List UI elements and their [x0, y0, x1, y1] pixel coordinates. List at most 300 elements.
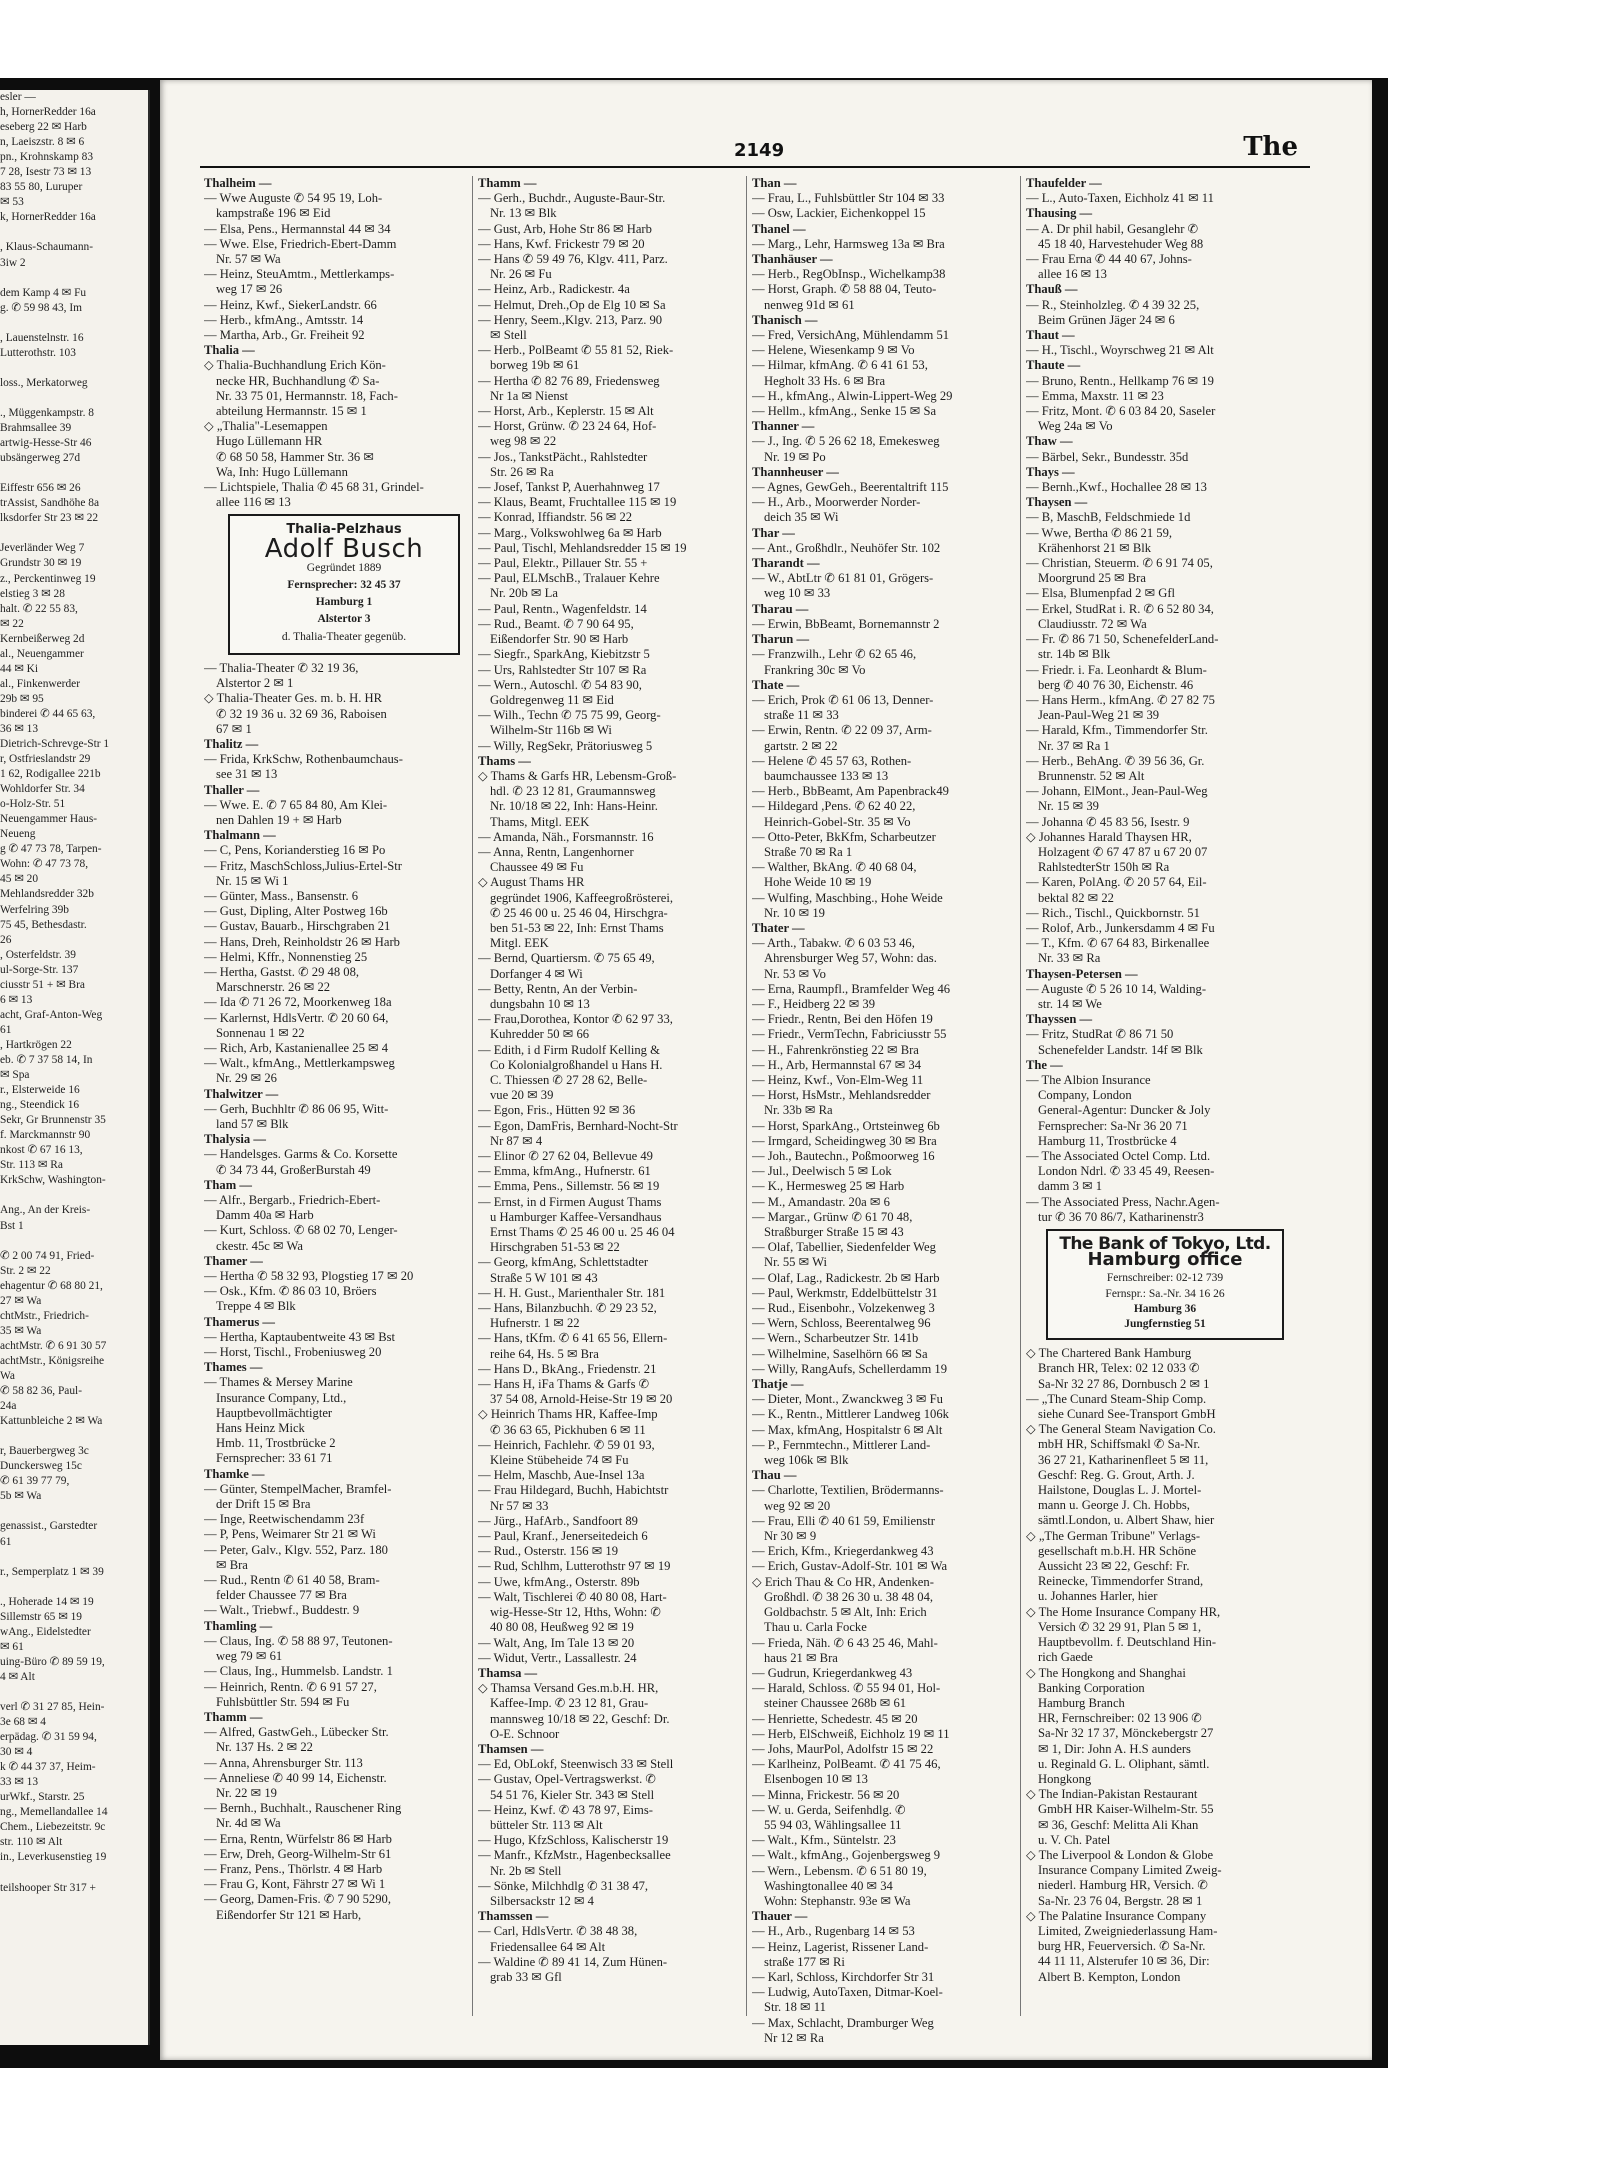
directory-entry-line: — Johanna ✆ 45 83 56, Isestr. 9	[1026, 814, 1190, 829]
left-page-line: z., Perckentinweg 19	[0, 572, 96, 585]
left-page-line: pn., Krohnskamp 83	[0, 151, 94, 164]
directory-entry-line: Nr. 33b ✉ Ra	[764, 1103, 833, 1118]
directory-entry-line: Company, London	[1038, 1088, 1132, 1103]
ad-founded: Gegründet 1889	[306, 561, 382, 574]
left-page-line: , Osterfeldstr. 39	[0, 948, 76, 961]
directory-entry-line: — Max, Schlacht, Dramburger Weg	[752, 2015, 934, 2030]
left-page-line: ul-Sorge-Str. 137	[0, 963, 79, 976]
directory-entry-line: — R., Steinholzleg. ✆ 4 39 32 25,	[1026, 297, 1200, 312]
surname-heading: Tharun —	[752, 632, 810, 647]
directory-entry-line: — Margar., Grünw ✆ 61 70 48,	[752, 1209, 913, 1224]
directory-entry-line: — Rud, Schlhm, Lutterothstr 97 ✉ 19	[478, 1559, 671, 1574]
directory-entry-line: O-E. Schnoor	[490, 1726, 560, 1741]
directory-entry-line: — Henriette, Schedestr. 45 ✉ 20	[752, 1711, 918, 1726]
directory-entry-line: — Rud., Rentn ✆ 61 40 58, Bram-	[204, 1573, 380, 1588]
directory-entry-line: — Ernst, in d Firmen August Thams	[478, 1194, 662, 1209]
directory-entry-line: ✆ 25 46 00 u. 25 46 04, Hirschgra-	[490, 905, 668, 920]
directory-entry-line: — Anneliese ✆ 40 99 14, Eichenstr.	[204, 1770, 387, 1785]
left-page-line: Brahmsallee 39	[0, 422, 72, 435]
directory-entry-line: Dorfanger 4 ✉ Wi	[490, 966, 583, 981]
directory-entry-line: weg 106k ✉ Blk	[764, 1453, 849, 1468]
surname-heading: Thaller —	[204, 782, 260, 797]
directory-entry-line: — Gustav, Opel-Vertragswerkst. ✆	[478, 1772, 656, 1787]
directory-entry-line: gegründet 1906, Kaffeegroßrösterei,	[490, 890, 674, 905]
directory-entry-line: 55 94 03, Wählingsallee 11	[764, 1817, 902, 1832]
directory-entry-line: — Urs, Rahlstedter Str 107 ✉ Ra	[478, 662, 647, 677]
directory-entry-line: Jean-Paul-Weg 21 ✉ 39	[1038, 708, 1160, 723]
directory-entry-line: — Minna, Frickestr. 56 ✉ 20	[752, 1787, 900, 1802]
directory-entry-line: — Herb., kfmAng., Amtsstr. 14	[204, 312, 364, 327]
directory-entry-line: Brunnenstr. 52 ✉ Alt	[1038, 768, 1145, 783]
directory-entry-line: Schenefelder Landstr. 14f ✉ Blk	[1038, 1042, 1203, 1057]
surname-heading: The —	[1026, 1057, 1063, 1072]
directory-entry-line: nen Dahlen 19 + ✉ Harb	[216, 812, 342, 827]
left-page-line: o-Holz-Str. 51	[0, 798, 66, 811]
left-page-line: ✉ Spa	[0, 1069, 30, 1082]
directory-entry-line: — Osw, Lackier, Eichenkoppel 15	[752, 206, 926, 221]
directory-entry-line: — Walt., Kfm., Süntelstr. 23	[752, 1833, 896, 1848]
directory-entry-line: reihe 64, Hs. 5 ✉ Bra	[490, 1346, 599, 1361]
surname-heading: Thaysen-Petersen —	[1026, 966, 1138, 981]
left-page-line: 35 ✉ Wa	[0, 1324, 42, 1337]
directory-entry-line: — Herb., PolBeamt ✆ 55 81 52, Riek-	[478, 343, 674, 358]
directory-entry-line: weg 17 ✉ 26	[216, 282, 283, 297]
surname-heading: Tharandt —	[752, 556, 820, 571]
left-page-line: ciusstr 51 + ✉ Bra	[0, 978, 85, 991]
surname-heading: Thanel —	[752, 221, 806, 236]
left-page-line	[0, 1550, 148, 1565]
directory-entry-line: Nr. 57 ✉ Wa	[216, 252, 281, 267]
bank-of-tokyo-ad	[1046, 1229, 1284, 1340]
directory-entry-line: — Frau,Dorothea, Kontor ✆ 62 97 33,	[478, 1012, 673, 1027]
directory-entry-line: — Friedr. i. Fa. Leonhardt & Blum-	[1026, 662, 1207, 677]
directory-entry-line: weg 10 ✉ 33	[764, 586, 831, 601]
directory-entry-line: Insurance Company Limited Zweig-	[1038, 1863, 1222, 1878]
left-page-line: lksdorfer Str 23 ✉ 22	[0, 512, 99, 525]
directory-entry-line: Aussicht 23 ✉ 22, Geschf: Fr.	[1038, 1559, 1190, 1574]
directory-entry-line: — H. H. Gust., Marienthaler Str. 181	[478, 1285, 666, 1300]
directory-entry-line: 67 ✉ 1	[216, 721, 252, 736]
surname-heading: Thamm —	[478, 176, 537, 190]
directory-entry-line: — Martha, Arb., Gr. Freiheit 92	[204, 328, 365, 343]
directory-entry-line: — J., Ing. ✆ 5 26 62 18, Emekesweg	[752, 434, 940, 449]
left-page-line: 45 ✉ 20	[0, 873, 39, 886]
surname-heading: Thalwitzer —	[204, 1086, 279, 1101]
directory-entry-line: — Osk., Kfm. ✆ 86 03 10, Bröers	[204, 1284, 377, 1299]
left-page-line: , Hartkrögen 22	[0, 1038, 72, 1051]
left-page-line: Neuengammer Haus-	[0, 813, 98, 826]
directory-entry-line: — Erna, Raumpfl., Bramfelder Weg 46	[752, 981, 951, 996]
directory-entry-line: u. Reginald G. L. Oliphant, sämtl.	[1038, 1756, 1210, 1771]
left-page-line: , Lauenstelnstr. 16	[0, 331, 84, 344]
directory-entry-line: — Horst, HsMstr., Mehlandsredder	[752, 1088, 931, 1103]
directory-entry-line: 45 18 40, Harvestehuder Weg 88	[1038, 236, 1204, 251]
directory-entry-line: — Thalia-Theater ✆ 32 19 36,	[204, 660, 359, 675]
left-page-line	[0, 1504, 148, 1519]
directory-entry-line: — Heinrich, Fachlehr. ✆ 59 01 93,	[478, 1437, 655, 1452]
directory-entry-line: — Carl, HdlsVertr. ✆ 38 48 38,	[478, 1924, 638, 1939]
directory-entry-line: Straße 70 ✉ Ra 1	[764, 844, 853, 859]
directory-entry-line: Hauptbevollm. f. Deutschland Hin-	[1038, 1635, 1217, 1650]
directory-entry-line: Wa, Inh: Hugo Lüllemann	[216, 464, 348, 479]
left-page-line: Mehlandsredder 32b	[0, 888, 94, 901]
ad-note: d. Thalia-Theater gegenüb.	[281, 630, 407, 643]
directory-entry-line: bektal 82 ✉ 22	[1038, 890, 1114, 905]
directory-entry-line: dungsbahn 10 ✉ 13	[490, 996, 590, 1011]
directory-entry-line: ◇ Johannes Harald Thaysen HR,	[1026, 829, 1192, 844]
directory-entry-line: u. Johannes Harler, hier	[1038, 1589, 1158, 1604]
directory-entry-line: — Fritz, StudRat ✆ 86 71 50	[1026, 1027, 1174, 1042]
directory-entry-line: ◇ The Liverpool & London & Globe	[1026, 1847, 1214, 1862]
directory-entry-line: — Jos., TankstPächt., Rahlstedter	[478, 449, 648, 464]
directory-entry-line: — Inge, Reetwischendamm 23f	[204, 1512, 365, 1527]
left-page-line: ✉ 53	[0, 196, 24, 209]
directory-entry-line: Nr. 10 ✉ 19	[764, 905, 825, 920]
directory-entry-line: — Helene, Wiesenkamp 9 ✉ Vo	[752, 343, 915, 358]
ad-name: Adolf Busch	[264, 533, 424, 564]
directory-entry-line: — Manfr., KfzMstr., Hagenbecksallee	[478, 1848, 671, 1863]
directory-entry-line: Nr. 53 ✉ Vo	[764, 966, 826, 981]
directory-entry-line: ◇ The Indian-Pakistan Restaurant	[1026, 1787, 1198, 1802]
directory-entry-line: mannsweg 10/18 ✉ 22, Geschf: Dr.	[490, 1711, 670, 1726]
left-page-line: binderei ✆ 44 65 63,	[0, 707, 96, 720]
left-page-line: Wohn: ✆ 47 73 78,	[0, 858, 89, 871]
directory-entry-line: Claudiusstr. 72 ✉ Wa	[1038, 616, 1147, 631]
directory-entry-line: Sa-Nr. 23 76 04, Bergstr. 28 ✉ 1	[1038, 1893, 1203, 1908]
directory-entry-line: — Heinz, Kwf. ✆ 43 78 97, Eims-	[478, 1802, 653, 1817]
directory-entry-line: burg HR, Feuerversich. ✆ Sa-Nr.	[1038, 1939, 1206, 1954]
directory-entry-line: — Hans, Dreh, Reinholdstr 26 ✉ Harb	[204, 934, 400, 949]
left-page-line: 6 ✉ 13	[0, 993, 33, 1006]
left-page-line: halt. ✆ 22 55 83,	[0, 602, 78, 615]
directory-entry-line: — Fritz, MaschSchloss,Julius-Ertel-Str	[204, 858, 402, 873]
left-page-line: dem Kamp 4 ✉ Fu	[0, 286, 87, 299]
directory-entry-line: siehe Cunard See-Transport GmbH	[1038, 1407, 1216, 1422]
directory-entry-line: Hans Heinz Mick	[216, 1421, 305, 1436]
left-page-line: Neueng	[0, 828, 36, 841]
directory-entry-line: see 31 ✉ 13	[216, 767, 278, 782]
surname-heading: Thanisch —	[752, 312, 818, 327]
directory-entry-line: — Ludwig, AutoTaxen, Ditmar-Koel-	[752, 1985, 943, 2000]
directory-entry-line: — Otto-Peter, BkKfm, Scharbeutzer	[752, 829, 936, 844]
left-page-line: 4 ✉ Alt	[0, 1670, 35, 1683]
directory-entry-line: GmbH HR Kaiser-Wilhelm-Str. 55	[1038, 1802, 1214, 1817]
left-page-line: h, HornerRedder 16a	[0, 106, 96, 119]
directory-page	[160, 80, 1372, 2060]
directory-entry-line: — Helmut, Dreh.,Op de Elg 10 ✉ Sa	[478, 297, 666, 312]
directory-entry-line: — Thames & Mersey Marine	[204, 1375, 353, 1390]
left-page-line: acht, Graf-Anton-Weg	[0, 1008, 103, 1021]
directory-entry-line: kampstraße 196 ✉ Eid	[216, 206, 331, 221]
left-page-line: Kattunbleiche 2 ✉ Wa	[0, 1415, 103, 1428]
directory-entry-line: ✆ 36 63 65, Pickhuben 6 ✉ 11	[490, 1422, 646, 1437]
directory-entry-line: — H., Arb., Rugenbarg 14 ✉ 53	[752, 1924, 915, 1939]
directory-entry-line: — Gust, Dipling, Alter Postweg 16b	[204, 904, 388, 919]
directory-entry-line: — Walt, Ang, Im Tale 13 ✉ 20	[478, 1635, 635, 1650]
directory-entry-line: — Paul, Elektr., Pillauer Str. 55 +	[478, 556, 648, 571]
directory-entry-line: — Alfr., Bergarb., Friedrich-Ebert-	[204, 1193, 381, 1207]
directory-entry-line: — Emma, kfmAng., Hufnerstr. 61	[478, 1164, 651, 1179]
directory-entry-line: — Marg., Volkswohlweg 6a ✉ Harb	[478, 525, 662, 540]
directory-entry-line: nenweg 91d ✉ 61	[764, 297, 855, 312]
directory-entry-line: — Sönke, Milchhdlg ✆ 31 38 47,	[478, 1878, 649, 1893]
directory-entry-line: — Erich, Gustav-Adolf-Str. 101 ✉ Wa	[752, 1559, 948, 1574]
directory-entry-line: RahlstedterStr 150h ✉ Ra	[1038, 860, 1170, 875]
left-page-line	[0, 1685, 148, 1700]
left-page-line: n, Laeiszstr. 8 ✉ 6	[0, 136, 85, 149]
directory-entry-line: — Walther, BkAng. ✆ 40 68 04,	[752, 860, 917, 875]
directory-entry-line: — Hans, Bilanzbuchh. ✆ 29 23 52,	[478, 1301, 657, 1316]
directory-entry-line: — Klaus, Beamt, Fruchtallee 115 ✉ 19	[478, 495, 677, 510]
directory-entry-line: ◇ „Thalia"-Lesemappen	[204, 419, 328, 434]
directory-entry-line: — Günter, StempelMacher, Bramfel-	[204, 1481, 392, 1496]
directory-entry-line: — Rolof, Arb., Junkersdamm 4 ✉ Fu	[1026, 920, 1215, 935]
left-page-line: 61	[0, 1023, 12, 1036]
column-2	[478, 176, 746, 1985]
left-page-line: Dunckersweg 15c	[0, 1460, 82, 1473]
left-page-line: 24a	[0, 1400, 17, 1413]
directory-entry-line: — C, Pens, Korianderstieg 16 ✉ Po	[204, 843, 386, 858]
left-page-line: achtMstr. ✆ 6 91 30 57	[0, 1339, 107, 1352]
left-page-line: Chem., Liebezeitstr. 9c	[0, 1821, 106, 1834]
surname-heading: Than —	[752, 176, 797, 190]
directory-entry-line: — Gustav, Bauarb., Hirschgraben 21	[204, 919, 391, 934]
page-header	[160, 80, 1372, 164]
directory-entry-line: ✉ Bra	[216, 1557, 248, 1572]
directory-entry-line: gartstr. 2 ✉ 22	[764, 738, 838, 753]
directory-entry-line: Elsenbogen 10 ✉ 13	[764, 1772, 868, 1787]
directory-entry-line: — Walt., kfmAng., Gojenbergsweg 9	[752, 1848, 941, 1863]
directory-entry-line: ◇ The Home Insurance Company HR,	[1026, 1604, 1221, 1619]
ad-phone: Fernsprecher: 32 45 37	[287, 579, 401, 592]
left-page-line: loss., Merkatorweg	[0, 376, 88, 389]
directory-entry-line: str. 14b ✉ Blk	[1038, 647, 1111, 662]
surname-heading: Thatje —	[752, 1377, 804, 1392]
ad-street: Alstertor 3	[317, 613, 371, 626]
directory-entry-line: — Egon, Fris., Hütten 92 ✉ 36	[478, 1103, 636, 1118]
directory-entry-line: Treppe 4 ✉ Blk	[216, 1299, 296, 1314]
directory-entry-line: Silbersackstr 12 ✉ 4	[490, 1893, 594, 1908]
directory-entry-line: — Bernh., Buchhalt., Rauschener Ring	[204, 1801, 402, 1816]
directory-entry-line: hdl. ✆ 23 12 81, Graumannsweg	[490, 784, 656, 799]
directory-entry-line: Washingtonallee 40 ✉ 34	[764, 1878, 893, 1893]
surname-heading: Thayssen —	[1026, 1012, 1093, 1027]
directory-entry-line: — Erw, Dreh, Georg-Wilhelm-Str 61	[204, 1846, 392, 1861]
surname-heading: Thays —	[1026, 464, 1075, 479]
surname-heading: Thannheuser —	[752, 464, 839, 479]
directory-entry-line: Wilhelm-Str 116b ✉ Wi	[490, 723, 612, 738]
directory-entry-line: — Paul, Rentn., Wagenfeldstr. 14	[478, 601, 647, 616]
directory-entry-line: — Friedr., Rentn, Bei den Höfen 19	[752, 1012, 933, 1027]
left-page-line	[0, 1580, 148, 1595]
surname-heading: Thamm —	[204, 1709, 263, 1724]
directory-entry-line: — Wwe, Bertha ✆ 86 21 59,	[1026, 525, 1173, 540]
directory-entry-line: — Ed, ObLokf, Steenwisch 33 ✉ Stell	[478, 1757, 674, 1772]
directory-entry-line: — H., kfmAng., Alwin-Lippert-Weg 29	[752, 388, 953, 403]
left-page-line: ., Hoherade 14 ✉ 19	[0, 1595, 94, 1608]
left-page-line: 44 ✉ Ki	[0, 662, 39, 675]
directory-entry-line: — Ant., Großhdlr., Neuhöfer Str. 102	[752, 540, 941, 555]
left-page-line: r, Ostfrieslandstr 29	[0, 753, 91, 766]
directory-entry-line: Nr 57 ✉ 33	[490, 1498, 549, 1513]
directory-entry-line: — Hilmar, kfmAng. ✆ 6 41 61 53,	[752, 358, 928, 373]
surname-heading: Thalitz —	[204, 736, 259, 751]
left-page-line: Kernbeißerweg 2d	[0, 632, 85, 645]
directory-entry-line: Hailstone, Douglas L. J. Mortel-	[1038, 1483, 1202, 1498]
directory-entry-line: — Frida, KrkSchw, Rothenbaumchaus-	[204, 752, 403, 767]
directory-entry-line: Holzagent ✆ 67 47 87 u 67 20 07	[1038, 844, 1208, 859]
directory-entry-line: der Drift 15 ✉ Bra	[216, 1497, 311, 1512]
directory-entry-line: — Widut, Vertr., Lassallestr. 24	[478, 1650, 637, 1665]
directory-entry-line: — Agnes, GewGeh., Beerentaltrift 115	[752, 480, 949, 495]
directory-entry-line: ✉ 36, Geschf: Melitta Ali Khan	[1038, 1817, 1199, 1832]
surname-heading: Thamssen —	[478, 1909, 549, 1924]
left-page-line: g. ✆ 59 98 43, Im	[0, 301, 82, 314]
left-page-line: eseberg 22 ✉ Harb	[0, 121, 87, 134]
directory-entry-line: — Georg, Damen-Fris. ✆ 7 90 5290,	[204, 1892, 391, 1907]
directory-entry-line: — Fr. ✆ 86 71 50, SchenefelderLand-	[1026, 632, 1219, 647]
left-page-line	[0, 316, 148, 331]
directory-entry-line: grab 33 ✉ Gfl	[490, 1969, 562, 1984]
directory-entry-line: — Hans H, iFa Thams & Garfs ✆	[478, 1377, 650, 1392]
directory-entry-line: Nr. 55 ✉ Wi	[764, 1255, 827, 1270]
left-page-line	[0, 391, 148, 406]
left-page-line: chtMstr., Friedrich-	[0, 1309, 89, 1322]
surname-heading: Thar —	[752, 525, 795, 540]
directory-entry-line: Eißendorfer Str 121 ✉ Harb,	[216, 1907, 362, 1922]
directory-entry-line: Nr. 10/18 ✉ 22, Inh: Hans-Heinr.	[490, 799, 658, 814]
directory-entry-line: — K., Hermesweg 25 ✉ Harb	[752, 1179, 905, 1194]
surname-heading: Thaw —	[1026, 434, 1073, 449]
directory-entry-line: berg ✆ 40 76 30, Eichenstr. 46	[1038, 677, 1194, 692]
directory-entry-line: — Heinz, SteuAmtm., Mettlerkamps-	[204, 267, 395, 282]
directory-entry-line: — Georg, kfmAng, Schlettstadter	[478, 1255, 649, 1270]
directory-entry-line: Damm 40a ✉ Harb	[216, 1208, 314, 1223]
directory-entry-line: — The Associated Octel Comp. Ltd.	[1026, 1149, 1211, 1163]
directory-entry-line: — Fritz, Mont. ✆ 6 03 84 20, Saseler	[1026, 404, 1216, 419]
left-page-line: esler —	[0, 91, 36, 103]
directory-entry-line: Nr. 15 ✉ Wi 1	[216, 873, 289, 888]
directory-entry-line: Thams, Mitgl. EEK	[490, 814, 590, 829]
left-page-line: Wa	[0, 1369, 15, 1382]
directory-entry-line: Str. 26 ✉ Ra	[490, 464, 554, 479]
directory-entry-line: — Herb., BbBeamt, Am Papenbrack49	[752, 784, 949, 799]
directory-entry-line: — Wern., Scharbeutzer Str. 141b	[752, 1331, 919, 1346]
directory-entry-line: 36 27 21, Katharinenfleet 5 ✉ 11,	[1038, 1452, 1209, 1467]
directory-entry-line: Nr 30 ✉ 9	[764, 1529, 817, 1544]
directory-entry-line: — The Associated Press, Nachr.Agen-	[1026, 1194, 1220, 1209]
directory-entry-line: ◇ The General Steam Navigation Co.	[1026, 1422, 1216, 1437]
directory-entry-line: necke HR, Buchhandlung ✆ Sa-	[216, 373, 380, 388]
directory-entry-line: — Karlernst, HdlsVertr. ✆ 20 60 64,	[204, 1010, 389, 1025]
directory-entry-line: straße 11 ✉ 33	[764, 708, 839, 723]
directory-entry-line: — Auguste ✆ 5 26 10 14, Walding-	[1026, 981, 1207, 996]
directory-entry-line: — K., Rentn., Mittlerer Landweg 106k	[752, 1407, 949, 1422]
directory-entry-line: Banking Corporation	[1038, 1680, 1145, 1695]
left-page-line: 33 ✉ 13	[0, 1776, 39, 1789]
directory-entry-line: — Johann, ElMont., Jean-Paul-Weg	[1026, 784, 1208, 799]
directory-entry-line: Hufnerstr. 1 ✉ 22	[490, 1316, 580, 1331]
column-3	[752, 176, 1020, 2046]
directory-entry-line: Nr. 15 ✉ 39	[1038, 799, 1099, 814]
left-page-line: Wohldorfer Str. 34	[0, 783, 85, 796]
directory-entry-line: 54 51 76, Kieler Str. 343 ✉ Stell	[490, 1787, 655, 1802]
left-page-line: Sekr, Gr Brunnenstr 35	[0, 1114, 106, 1127]
directory-entry-line: — Lichtspiele, Thalia ✆ 45 68 31, Grindel-	[204, 480, 424, 495]
left-page-line: 7 28, Isestr 73 ✉ 13	[0, 166, 92, 179]
directory-entry-line: — Heinz, Kwf., Von-Elm-Weg 11	[752, 1072, 924, 1087]
left-page-line: KrkSchw, Washington-	[0, 1174, 106, 1187]
directory-entry-line: ◇ Heinrich Thams HR, Kaffee-Imp	[478, 1407, 658, 1422]
directory-entry-line: — Hans, tKfm. ✆ 6 41 65 56, Ellern-	[478, 1331, 668, 1346]
directory-entry-line: niederl. Hamburg HR, Versich. ✆	[1038, 1878, 1208, 1893]
left-page-line: uing-Büro ✆ 89 59 19,	[0, 1655, 105, 1668]
directory-entry-line: — H., Tischl., Woyrschweg 21 ✉ Alt	[1026, 343, 1214, 358]
directory-entry-line: ◇ Thamsa Versand Ges.m.b.H. HR,	[478, 1681, 659, 1696]
directory-entry-line: Kaffee-Imp. ✆ 23 12 81, Grau-	[490, 1696, 649, 1711]
directory-entry-line: Hegholt 33 Hs. 6 ✉ Bra	[764, 373, 886, 388]
left-page-line: r., Semperplatz 1 ✉ 39	[0, 1565, 104, 1578]
directory-entry-line: — Willy, RangAufs, Schellerdamm 19	[752, 1361, 948, 1376]
directory-entry-line: — Franzwilh., Lehr ✆ 62 65 46,	[752, 647, 917, 662]
directory-entry-line: Nr. 37 ✉ Ra 1	[1038, 738, 1110, 753]
directory-entry-line: — Erna, Rentn, Würfelstr 86 ✉ Harb	[204, 1831, 392, 1846]
surname-heading: Thater —	[752, 920, 805, 935]
directory-entry-line: — Wilhelmine, Saselhörn 66 ✉ Sa	[752, 1346, 928, 1361]
directory-entry-line: — Rich., Tischl., Quickbornstr. 51	[1026, 905, 1200, 920]
directory-entry-line: — Marg., Lehr, Harmsweg 13a ✉ Bra	[752, 236, 945, 251]
directory-entry-line: abteilung Hermannstr. 15 ✉ 1	[216, 404, 367, 419]
left-page-line: ✉ 61	[0, 1640, 24, 1653]
directory-entry-line: — Edith, i d Firm Rudolf Kelling &	[478, 1042, 660, 1057]
directory-entry-line: gesellschaft m.b.H. HR Schöne	[1038, 1543, 1197, 1558]
left-page-line: ubsängerweg 27d	[0, 452, 81, 465]
left-page-line: ✆ 2 00 74 91, Fried-	[0, 1249, 95, 1262]
directory-entry-line: Frankring 30c ✉ Vo	[764, 662, 866, 677]
directory-entry-line: Chaussee 49 ✉ Fu	[490, 860, 584, 875]
directory-entry-line: — Johs, MaurPol, Adolfstr 15 ✉ 22	[752, 1741, 934, 1756]
left-page-line: elstieg 3 ✉ 28	[0, 587, 65, 600]
left-page-line: ., Müggenkampstr. 8	[0, 406, 94, 419]
directory-entry-line: — Herb, ElSchweiß, Eichholz 19 ✉ 11	[752, 1726, 950, 1741]
directory-entry-line: Limited, Zweigniederlassung Ham-	[1038, 1923, 1218, 1938]
directory-entry-line: — Friedr., VermTechn, Fabriciusstr 55	[752, 1027, 947, 1042]
surname-heading: Thamer —	[204, 1253, 263, 1268]
directory-entry-line: Heinrich-Gobel-Str. 35 ✉ Vo	[764, 814, 911, 829]
directory-entry-line: — Joh., Bautechn., Poßmoorweg 16	[752, 1149, 935, 1163]
directory-entry-line: 44 11 11, Alsterufer 10 ✉ 36, Dir:	[1038, 1954, 1210, 1969]
ad-phone: Fernspr.: Sa.-Nr. 34 16 26	[1105, 1287, 1225, 1300]
directory-entry-line: rich Gaede	[1038, 1650, 1093, 1665]
directory-entry-line: Nr. 2b ✉ Stell	[490, 1863, 562, 1878]
directory-entry-line: Alstertor 2 ✉ 1	[216, 676, 294, 691]
directory-entry-line: — Konrad, Iffiandstr. 56 ✉ 22	[478, 510, 633, 525]
directory-entry-line: — Anna, Rentn, Langenhorner	[478, 844, 634, 859]
directory-entry-line: vue 20 ✉ 39	[490, 1088, 554, 1103]
left-page-line: str. 110 ✉ Alt	[0, 1836, 63, 1849]
directory-entry-line: Hauptbevollmächtigter	[216, 1405, 333, 1420]
directory-entry-line: — Erkel, StudRat i. R. ✆ 6 52 80 34,	[1026, 601, 1214, 616]
left-page-line: ehagentur ✆ 68 80 21,	[0, 1279, 103, 1292]
directory-entry-line: Branch HR, Telex: 02 12 033 ✆	[1038, 1361, 1200, 1376]
directory-entry-line: Co Kolonialgroßhandel u Hans H.	[490, 1057, 663, 1072]
directory-entry-line: borweg 19b ✉ 61	[490, 358, 580, 373]
directory-entry-line: — H., Arb, Hermannstal 67 ✉ 34	[752, 1057, 922, 1072]
directory-entry-line: Kleine Stübeheide 74 ✉ Fu	[490, 1453, 629, 1468]
directory-entry-line: — Hans ✆ 59 49 76, Klgv. 411, Parz.	[478, 252, 668, 267]
left-page-line: erpädag. ✆ 31 59 94,	[0, 1731, 97, 1744]
directory-entry-line: steiner Chaussee 268b ✉ 61	[764, 1696, 907, 1711]
